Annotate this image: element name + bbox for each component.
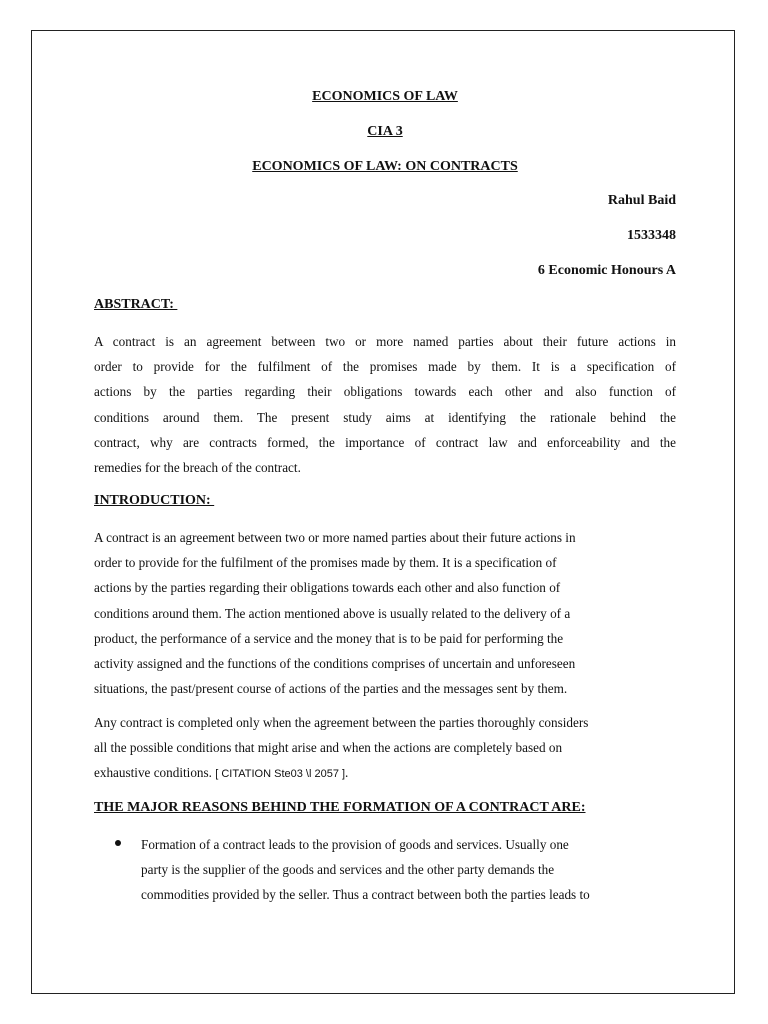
introduction-line: conditions around them. The action mentioned above is usually related to the delivery of a [94, 605, 571, 621]
bullet-icon [115, 840, 121, 846]
abstract-line: actions by the parties regarding their obligations towards each other and also function of [94, 384, 676, 400]
abstract-line: A contract is an agreement between two or more named parties about their future actions in [94, 334, 676, 349]
document-subtitle: CIA 3 [367, 124, 403, 139]
class-name: 6 Economic Honours A [537, 263, 676, 278]
citation-field: [ CITATION Ste03 \l 2057 ] [215, 768, 346, 781]
introduction-line: A contract is an agreement between two or more named parties about their future actions in [94, 530, 576, 545]
introduction-line: all the possible conditions that might arise and when the actions are completely based on [94, 740, 563, 756]
abstract-heading: ABSTRACT: [94, 297, 178, 312]
introduction-paragraph-2 [94, 710, 676, 786]
introduction-line: Any contract is completed only when the agreement between the parties thoroughly considers [94, 715, 589, 730]
introduction-line: activity assigned and the functions of the conditions comprises of uncertain and unforeseen [94, 655, 576, 671]
abstract-line: contract, why are contracts formed, the importance of contract law and enforceability and the [94, 434, 676, 450]
abstract-line: order to provide for the fulfilment of the promises made by them. It is a specification of [94, 359, 676, 375]
introduction-paragraph-1 [94, 525, 676, 701]
introduction-text: exhaustive conditions. [94, 765, 216, 781]
document-title: ECONOMICS OF LAW [312, 89, 458, 104]
bullet-line: party is the supplier of the goods and services and the other party demands the [141, 862, 555, 878]
author-name: Rahul Baid [607, 193, 676, 208]
abstract-line: conditions around them. The present study aims at identifying the rationale behind the [94, 409, 676, 425]
introduction-heading: INTRODUCTION: [94, 493, 215, 508]
document-page [31, 30, 735, 994]
abstract-line: remedies for the breach of the contract. [94, 459, 301, 475]
introduction-line: actions by the parties regarding their obligations towards each other and also function of [94, 580, 561, 596]
introduction-line: order to provide for the fulfilment of the promises made by them. It is a specification of [94, 555, 557, 571]
reasons-heading: THE MAJOR REASONS BEHIND THE FORMATION OF A CONTRACT ARE: [94, 800, 586, 815]
introduction-line: situations, the past/present course of actions of the parties and the messages sent by them. [94, 681, 568, 697]
introduction-text: . [345, 765, 349, 781]
introduction-line-last [94, 760, 676, 785]
bullet-text [141, 832, 676, 908]
bullet-line: Formation of a contract leads to the provision of goods and services. Usually one [141, 837, 569, 852]
document-topic: ECONOMICS OF LAW: ON CONTRACTS [252, 159, 518, 174]
bullet-line: commodities provided by the seller. Thus a contract between both the parties leads to [141, 887, 590, 903]
introduction-line: product, the performance of a service and the money that is to be paid for performing the [94, 630, 564, 646]
roll-number: 1533348 [627, 228, 676, 243]
abstract-paragraph [94, 329, 676, 480]
